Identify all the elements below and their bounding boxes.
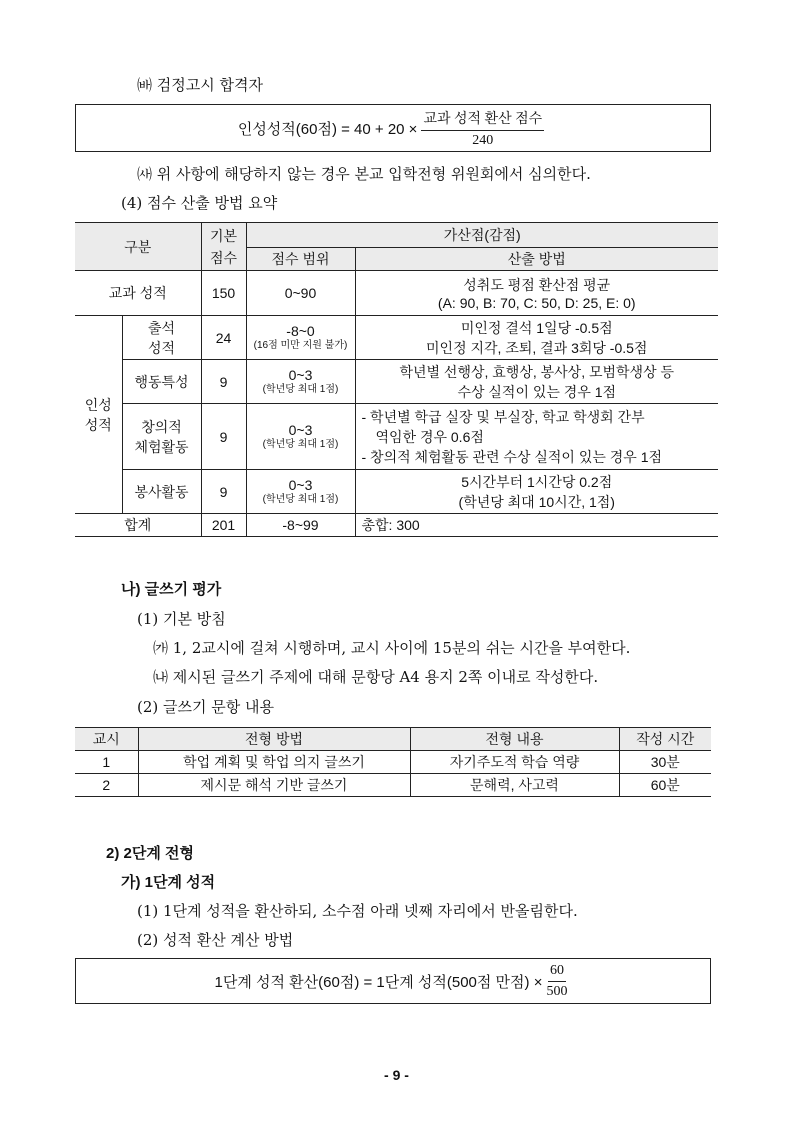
section-2-ga-heading: 가) 1단계 성적 xyxy=(121,874,216,891)
creative-method-line-3: - 창의적 체험활동 관련 수상 실적이 있는 경우 1점 xyxy=(361,448,663,465)
academic-base: 150 xyxy=(201,271,246,316)
table-row-behavior xyxy=(75,360,718,404)
behavior-range xyxy=(246,360,355,404)
header-category: 구분 xyxy=(75,223,201,271)
table-row-total xyxy=(75,514,718,537)
formula-numerator: 교과 성적 환산 점수 xyxy=(421,108,544,131)
section-na-2-heading: (2) 글쓰기 문항 내용 xyxy=(137,698,274,716)
formula-character-score xyxy=(238,108,548,149)
writing-cell-method: 학업 계획 및 학업 의지 글쓰기 xyxy=(138,751,410,774)
formula-box-character-score xyxy=(75,104,711,152)
writing-table xyxy=(75,727,711,797)
academic-range: 0~90 xyxy=(246,271,355,316)
attendance-method xyxy=(355,316,718,360)
attendance-base: 24 xyxy=(201,316,246,360)
attendance-method-line-2: 미인정 지각, 조퇴, 결과 3회당 -0.5점 xyxy=(426,339,648,356)
creative-method-line-1: - 학년별 학급 실장 및 부실장, 학교 학생회 간부 xyxy=(361,408,645,425)
attendance-range-note: (16점 미만 지원 불가) xyxy=(253,340,348,351)
total-method: 총합: 300 xyxy=(355,514,718,537)
creative-method xyxy=(355,404,718,470)
writing-cell-period: 1 xyxy=(75,751,138,774)
volunteer-label: 봉사활동 xyxy=(122,470,201,514)
attendance-method-line-1: 미인정 결석 1일당 -0.5점 xyxy=(460,319,613,336)
attendance-range-value: -8~0 xyxy=(286,323,315,339)
writing-header-method: 전형 방법 xyxy=(138,728,410,751)
writing-cell-period: 2 xyxy=(75,774,138,797)
header-score-range: 점수 범위 xyxy=(246,248,355,271)
table-row-creative xyxy=(75,404,718,470)
section-2-2-heading: (2) 성적 환산 계산 방법 xyxy=(137,931,294,949)
volunteer-method xyxy=(355,470,718,514)
volunteer-method-line-1: 5시간부터 1시간당 0.2점 xyxy=(461,473,613,490)
header-base-score: 기본 점수 xyxy=(201,223,246,271)
volunteer-range xyxy=(246,470,355,514)
writing-header-time: 작성 시간 xyxy=(619,728,711,751)
score-summary-table xyxy=(75,222,718,537)
volunteer-range-note: (학년당 최대 1점) xyxy=(262,494,339,505)
writing-cell-content: 자기주도적 학습 역량 xyxy=(410,751,619,774)
formula-fraction xyxy=(421,108,544,149)
volunteer-range-value: 0~3 xyxy=(288,477,313,493)
behavior-range-value: 0~3 xyxy=(288,367,313,383)
formula2-fraction xyxy=(546,963,567,1000)
behavior-range-note: (학년당 최대 1점) xyxy=(262,384,339,395)
writing-cell-time: 30분 xyxy=(619,751,711,774)
academic-method xyxy=(355,271,718,316)
creative-range xyxy=(246,404,355,470)
formula2-numerator: 60 xyxy=(548,963,566,982)
section-ga-item: ㈎ 1, 2교시에 걸쳐 시행하며, 교시 사이에 15분의 쉬는 시간을 부여한다. xyxy=(153,639,631,657)
academic-label: 교과 성적 xyxy=(75,271,201,316)
section-4-heading: (4) 점수 산출 방법 요약 xyxy=(121,194,278,212)
behavior-method-line-1: 학년별 선행상, 효행상, 봉사상, 모범학생상 등 xyxy=(399,363,675,380)
character-label: 인성 성적 xyxy=(75,316,122,514)
behavior-method-line-2: 수상 실적이 있는 경우 1점 xyxy=(457,383,617,400)
page-number: - 9 - xyxy=(384,1067,409,1083)
header-calc-method: 산출 방법 xyxy=(355,248,718,271)
creative-base: 9 xyxy=(201,404,246,470)
formula-lhs: 인성성적(60점) = 40 + 20 × xyxy=(237,120,418,138)
table-row-volunteer xyxy=(75,470,718,514)
section-2-1-text: (1) 1단계 성적을 환산하되, 소수점 아래 넷째 자리에서 반올림한다. xyxy=(137,902,578,920)
writing-header-content: 전형 내용 xyxy=(410,728,619,751)
table-row-attendance xyxy=(75,316,718,360)
attendance-range xyxy=(246,316,355,360)
section-na-heading: 나) 글쓰기 평가 xyxy=(121,581,222,598)
formula2-denominator: 500 xyxy=(546,983,568,999)
section-na-item: ㈏ 제시된 글쓰기 주제에 대해 문항당 A4 용지 2쪽 이내로 작성한다. xyxy=(153,668,599,686)
creative-range-value: 0~3 xyxy=(288,422,313,438)
table-row xyxy=(75,774,711,797)
total-base: 201 xyxy=(201,514,246,537)
volunteer-base: 9 xyxy=(201,470,246,514)
creative-range-note: (학년당 최대 1점) xyxy=(262,439,339,450)
behavior-base: 9 xyxy=(201,360,246,404)
table-row xyxy=(75,751,711,774)
creative-label: 창의적 체험활동 xyxy=(122,404,201,470)
behavior-label: 행동특성 xyxy=(122,360,201,404)
section-2-heading: 2) 2단계 전형 xyxy=(106,845,194,862)
total-range: -8~99 xyxy=(246,514,355,537)
academic-method-line-2: (A: 90, B: 70, C: 50, D: 25, E: 0) xyxy=(437,295,636,311)
writing-cell-method: 제시문 해석 기반 글쓰기 xyxy=(138,774,410,797)
section-na-1-heading: (1) 기본 방침 xyxy=(137,610,226,628)
volunteer-method-line-2: (학년당 최대 10시간, 1점) xyxy=(458,493,615,510)
academic-method-line-1: 성취도 평점 환산점 평균 xyxy=(463,277,611,293)
writing-cell-time: 60분 xyxy=(619,774,711,797)
formula-box-stage1-score xyxy=(75,958,711,1004)
total-label: 합계 xyxy=(75,514,201,537)
formula-stage1-score xyxy=(215,963,572,1000)
header-bonus: 가산점(감점) xyxy=(246,223,718,248)
attendance-label: 출석 성적 xyxy=(122,316,201,360)
formula-denominator: 240 xyxy=(472,132,494,148)
section-ba-heading: ㈓ 검정고시 합격자 xyxy=(137,76,263,94)
table-row-academic xyxy=(75,271,718,316)
creative-method-line-2: 역임한 경우 0.6점 xyxy=(375,428,484,445)
section-sa-text: ㈔ 위 사항에 해당하지 않는 경우 본교 입학전형 위원회에서 심의한다. xyxy=(137,165,591,183)
writing-header-period: 교시 xyxy=(75,728,138,751)
formula2-lhs: 1단계 성적 환산(60점) = 1단계 성적(500점 만점) × xyxy=(214,973,543,991)
behavior-method xyxy=(355,360,718,404)
writing-cell-content: 문해력, 사고력 xyxy=(410,774,619,797)
